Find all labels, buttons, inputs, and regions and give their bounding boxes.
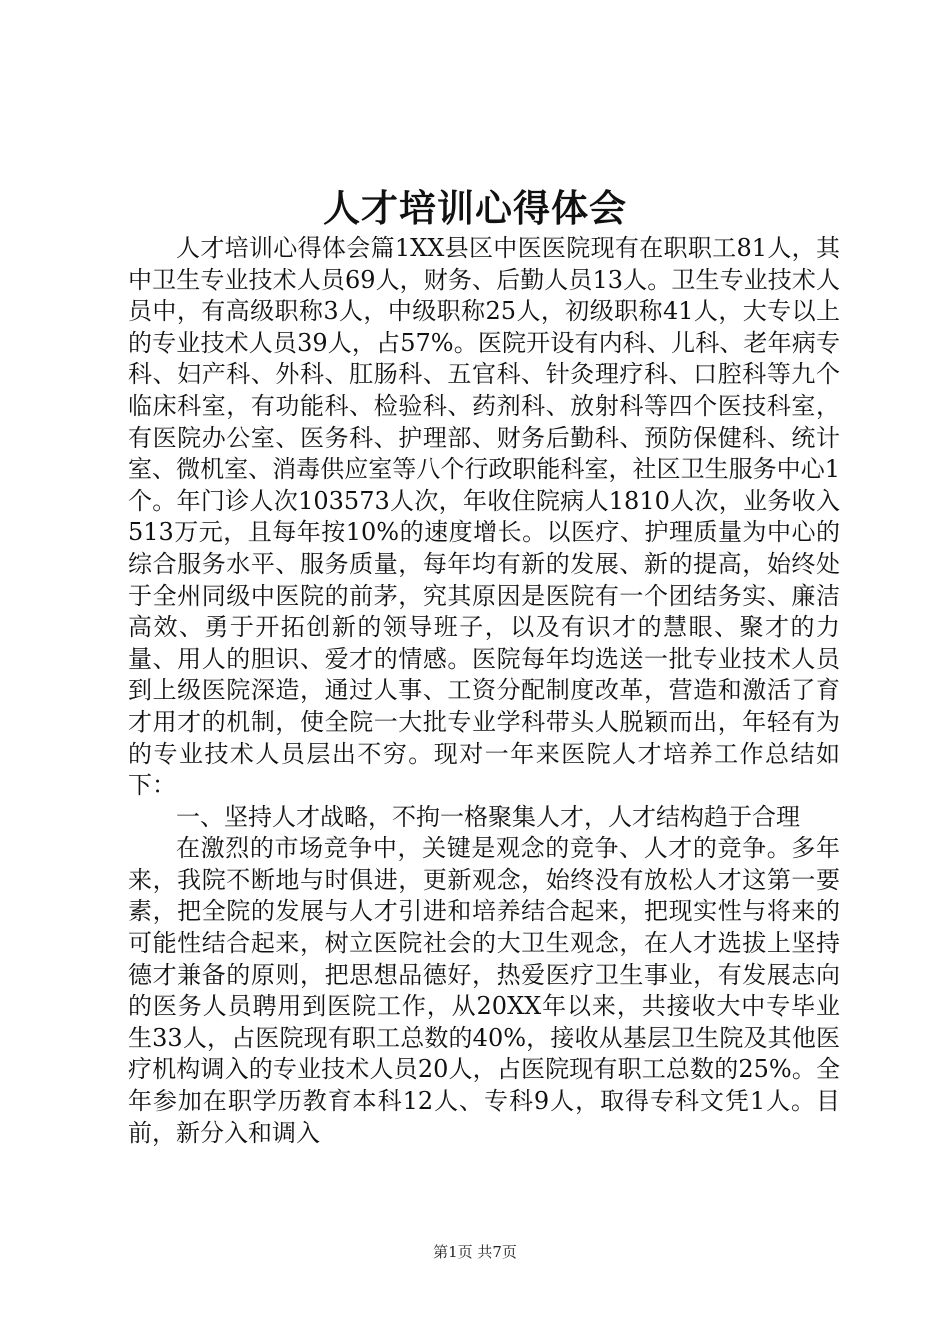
paragraph-intro: 人才培训心得体会篇1XX县区中医医院现有在职职工81人，其中卫生专业技术人员69人，财务、后勤人员13人。卫生专业技术人员中，有高级职称3人，中级职称25人，初级职称41人，大专以上的专业技术人员39人，占57%。医院开设有内科、儿科、老年病专科、妇产科、外科、肛肠科、五官科、针灸理疗科、口腔科等九个临床科室，有功能科、检验科、药剂科、放射科等四个医技科室，有医院办公室、医务科、护理部、财务后勤科、预防保健科、统计室、微机室、消毒供应室等八个行政职能科室，社区卫生服务中心1个。年门诊人次103573人次，年收住院病人1810人次，业务收入513万元，且每年按10%的速度增长。以医疗、护理质量为中心的综合服务水平、服务质量，每年均有新的发展、新的提高，始终处于全州同级中医院的前茅，究其原因是医院有一个团结务实、廉洁高效、勇于开拓创新的领导班子，以及有识才的慧眼、聚才的力量、用人的胆识、爱才的情感。医院每年均选送一批专业技术人员到上级医院深造，通过人事、工资分配制度改革，营造和激活了育才用才的机制，使全院一大批专业学科带头人脱颖而出，年轻有为的专业技术人员层出不穷。现对一年来医院人才培养工作总结如下：	[128, 234, 840, 800]
paragraph-section-1: 在激烈的市场竞争中，关键是观念的竞争、人才的竞争。多年来，我院不断地与时俱进，更新观念，始终没有放松人才这第一要素，把全院的发展与人才引进和培养结合起来，把现实性与将来的可能性结合起来，树立医院社会的大卫生观念，在人才选拔上坚持德才兼备的原则，把思想品德好，热爱医疗卫生事业，有发展志向的医务人员聘用到医院工作，从20XX年以来，共接收大中专毕业生33人，占医院现有职工总数的40%，接收从基层卫生院及其他医疗机构调入的专业技术人员20人，占医院现有职工总数的25%。全年参加在职学历教育本科12人、专科9人，取得专科文凭1人。目前，新分入和调入	[128, 834, 840, 1147]
page-footer: 第1页 共7页	[433, 1243, 517, 1261]
section-heading-1: 一、坚持人才战略，不拘一格聚集人才，人才结构趋于合理	[176, 802, 800, 831]
document-title: 人才培训心得体会	[323, 186, 627, 230]
document-body	[128, 233, 840, 1149]
